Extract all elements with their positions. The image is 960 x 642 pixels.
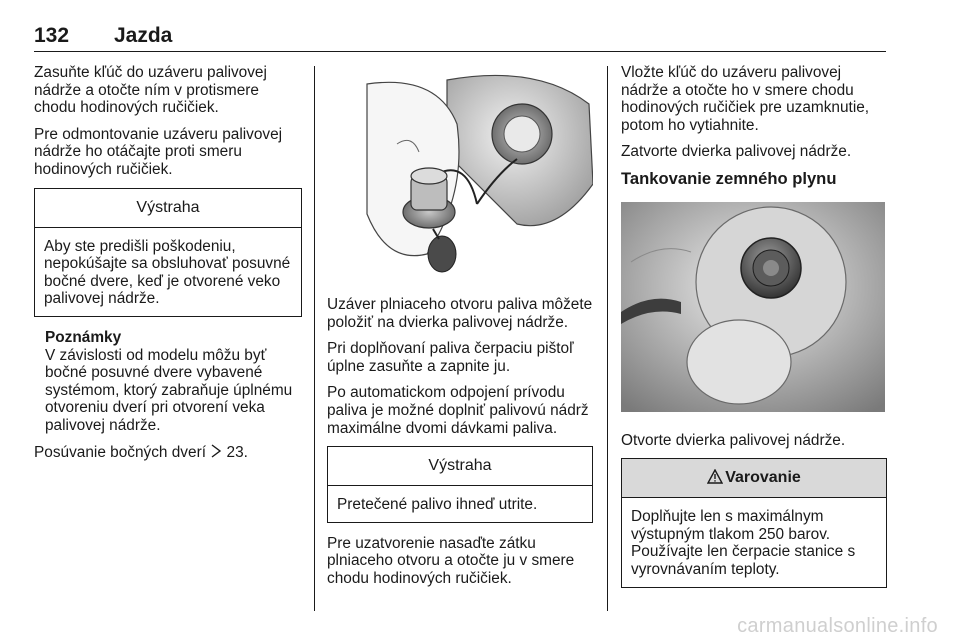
- page-header: [34, 24, 886, 50]
- warning-text: Pretečené palivo ihneď utrite.: [337, 496, 538, 514]
- paragraph: Po automatickom odpojení prívodu paliva je možné doplniť palivovú nádrž maximálne dvomi dávkami paliva.: [327, 384, 589, 437]
- paragraph: Pre uzatvorenie nasaďte zátku plniaceho otvoru a otočte ju v smere chodu hodinových ručičiek.: [327, 534, 575, 587]
- paragraph: Zasuňte kľúč do uzáveru palivovej nádrže a otočte ním v protismere chodu hodinových ručičiek.: [34, 64, 267, 117]
- warning-box: [34, 188, 302, 317]
- column-divider-1: [314, 66, 315, 611]
- column-1: [34, 64, 302, 470]
- paragraph: Uzáver plniaceho otvoru paliva môžete položiť na dvierka palivovej nádrže.: [327, 296, 593, 331]
- warning-title: Výstraha: [328, 447, 592, 486]
- danger-box: [621, 458, 887, 587]
- danger-title-text: Varovanie: [725, 469, 801, 487]
- cross-reference-text: Posúvanie bočných dverí: [34, 443, 206, 461]
- paragraph: Pre odmontovanie uzáveru palivovej nádrže ho otáčajte proti smeru hodinových ručičiek.: [34, 125, 283, 178]
- header-rule: [34, 51, 886, 52]
- page-number: 132: [34, 24, 70, 47]
- paragraph: Zatvorte dvierka palivovej nádrže.: [621, 143, 852, 161]
- danger-text: Doplňujte len s maximálnym výstupným tlakom 250 barov. Používajte len čerpacie stanice s vyrovnávaním teploty.: [631, 508, 856, 578]
- footer-watermark: carmanualsonline.info: [737, 615, 938, 637]
- paragraph: Vložte kľúč do uzáveru palivovej nádrže a otočte ho v smere chodu hodinových ručičiek pre uzamknutie, potom ho vytiahnite.: [621, 64, 870, 134]
- note-title: Poznámky: [45, 328, 122, 346]
- column-divider-2: [607, 66, 608, 611]
- cross-reference[interactable]: [34, 444, 302, 462]
- fuel-cap-illustration: [327, 64, 593, 276]
- warning-title: Výstraha: [35, 189, 301, 228]
- cross-reference-page: 23.: [226, 443, 248, 461]
- paragraph: Otvorte dvierka palivovej nádrže.: [621, 431, 846, 449]
- section-title: Jazda: [114, 24, 173, 47]
- note-text: V závislosti od modelu môžu byť bočné posuvné dvere vybavené systémom, ktorý zabraňuje úplnému otvoreniu dverí pri otvorení veka palivovej nádrže.: [45, 346, 293, 434]
- gas-filler-illustration: [621, 202, 885, 412]
- paragraph: Pri doplňovaní paliva čerpaciu pištoľ úplne zasuňte a zapnite ju.: [327, 340, 574, 375]
- danger-title: [622, 459, 886, 498]
- column-2: [327, 64, 593, 597]
- note-block: [34, 329, 302, 435]
- warning-box: [327, 446, 593, 523]
- section-heading: Tankovanie zemného plynu: [621, 168, 837, 188]
- warning-triangle-icon: [707, 469, 723, 484]
- column-3: [621, 64, 887, 600]
- warning-text: Aby ste predišli poškodeniu, nepokúšajte sa obsluhovať posuvné bočné dvere, keď je otvorené veko palivovej nádrže.: [44, 237, 291, 308]
- arrow-right-icon: [210, 444, 222, 458]
